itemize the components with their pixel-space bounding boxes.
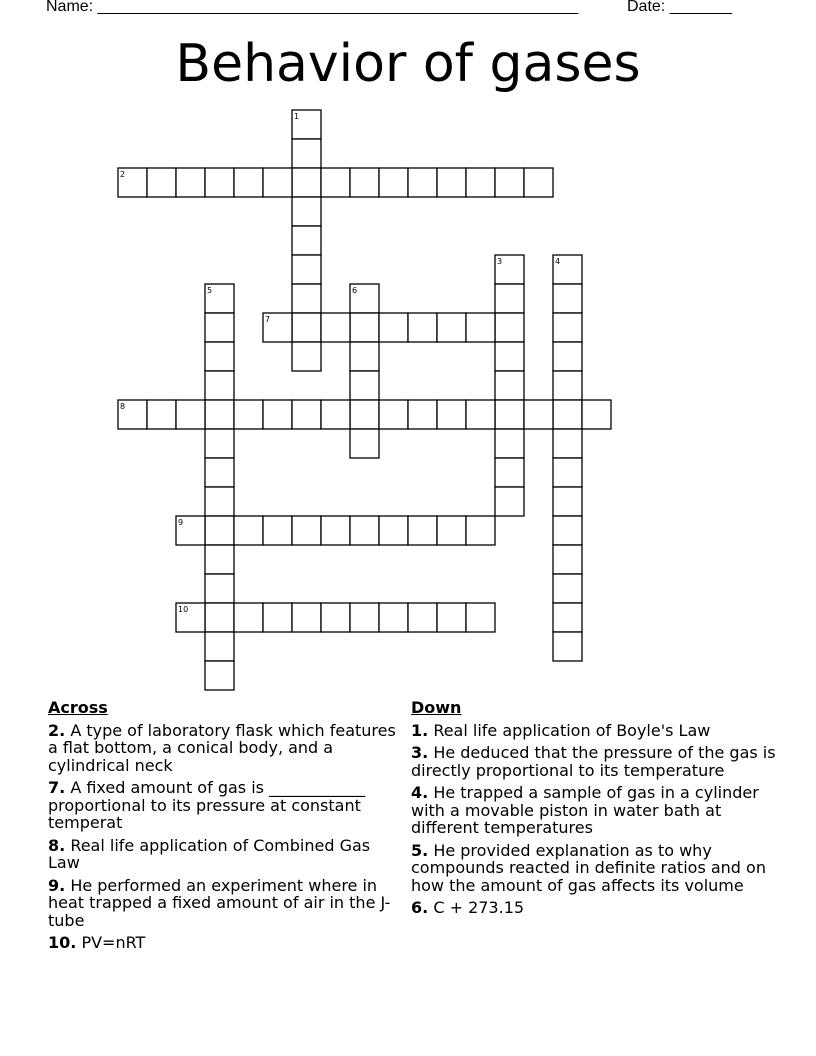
clue-text: He provided explanation as to why compounds reacted in definite ratios and on how the amount of gas affects its volume — [411, 840, 766, 895]
clue-across-7 — [48, 779, 398, 832]
crossword-cell[interactable] — [234, 516, 263, 545]
crossword-cell[interactable] — [524, 168, 553, 197]
crossword-cell[interactable] — [495, 168, 524, 197]
cell-number: 10 — [178, 605, 189, 614]
crossword-cell[interactable] — [408, 313, 437, 342]
crossword-cell[interactable] — [350, 168, 379, 197]
crossword-cell[interactable] — [205, 342, 234, 371]
crossword-cell[interactable] — [350, 516, 379, 545]
crossword-cell[interactable] — [263, 400, 292, 429]
crossword-cell[interactable] — [553, 545, 582, 574]
crossword-cell[interactable] — [176, 516, 205, 545]
crossword-cell[interactable] — [408, 168, 437, 197]
clue-down-3 — [411, 744, 781, 779]
crossword-cell[interactable] — [234, 400, 263, 429]
crossword-cell[interactable] — [553, 574, 582, 603]
crossword-cell[interactable] — [147, 400, 176, 429]
crossword-cell[interactable] — [379, 516, 408, 545]
down-clues — [411, 699, 781, 922]
crossword-cell[interactable] — [205, 168, 234, 197]
crossword-cell[interactable] — [495, 284, 524, 313]
crossword-cell[interactable] — [263, 313, 292, 342]
clue-text: PV=nRT — [81, 933, 146, 952]
clue-across-2 — [48, 722, 398, 775]
crossword-cell[interactable] — [553, 632, 582, 661]
crossword-cell[interactable] — [553, 487, 582, 516]
cell-number: 6 — [352, 286, 358, 295]
crossword-cell[interactable] — [495, 429, 524, 458]
crossword-cell[interactable] — [350, 342, 379, 371]
clue-text: Real life application of Combined Gas Law — [48, 835, 371, 872]
crossword-cell[interactable] — [321, 603, 350, 632]
crossword-cell[interactable] — [321, 313, 350, 342]
crossword-cell[interactable] — [553, 342, 582, 371]
crossword-cell[interactable] — [524, 400, 553, 429]
crossword-cell[interactable] — [437, 516, 466, 545]
crossword-cell[interactable] — [205, 661, 234, 690]
crossword-cell[interactable] — [350, 313, 379, 342]
crossword-cell[interactable] — [292, 313, 321, 342]
crossword-cell[interactable] — [321, 400, 350, 429]
crossword-cell[interactable] — [263, 516, 292, 545]
crossword-cell[interactable] — [321, 516, 350, 545]
crossword-cell[interactable] — [408, 516, 437, 545]
crossword-cell[interactable] — [553, 400, 582, 429]
crossword-cell[interactable] — [553, 429, 582, 458]
crossword-cell[interactable] — [205, 458, 234, 487]
crossword-cell[interactable] — [118, 168, 147, 197]
crossword-cell[interactable] — [292, 110, 321, 139]
crossword-cell[interactable] — [205, 487, 234, 516]
crossword-cell[interactable] — [437, 603, 466, 632]
cell-number: 3 — [497, 257, 503, 266]
clue-number: 9. — [48, 875, 66, 895]
crossword-cell[interactable] — [466, 603, 495, 632]
crossword-cell[interactable] — [205, 574, 234, 603]
clue-down-1 — [411, 722, 781, 740]
clue-across-9 — [48, 877, 398, 930]
date-field-label: Date: _______ — [627, 0, 732, 15]
cell-number: 8 — [120, 402, 126, 411]
crossword-cell[interactable] — [176, 603, 205, 632]
crossword-cell[interactable] — [437, 313, 466, 342]
crossword-cell[interactable] — [263, 603, 292, 632]
crossword-cell[interactable] — [408, 603, 437, 632]
crossword-cell[interactable] — [379, 313, 408, 342]
clue-down-6 — [411, 899, 781, 917]
crossword-cell[interactable] — [553, 284, 582, 313]
page-title: Behavior of gases — [175, 34, 641, 94]
crossword-cell[interactable] — [466, 313, 495, 342]
crossword-cell[interactable] — [437, 168, 466, 197]
crossword-cell[interactable] — [292, 168, 321, 197]
crossword-cell[interactable] — [234, 168, 263, 197]
crossword-cell[interactable] — [292, 139, 321, 168]
crossword-cell[interactable] — [292, 255, 321, 284]
clue-across-10 — [48, 934, 398, 952]
crossword-cell[interactable] — [379, 400, 408, 429]
crossword-cell[interactable] — [147, 168, 176, 197]
clue-number: 3. — [411, 743, 429, 762]
crossword-cell[interactable] — [321, 168, 350, 197]
cell-number: 1 — [294, 112, 300, 121]
clue-number: 1. — [411, 720, 429, 740]
crossword-cell[interactable] — [292, 603, 321, 632]
across-clues — [48, 699, 398, 957]
down-heading: Down — [411, 698, 462, 717]
clue-text: He deduced that the pressure of the gas is directly proportional to its temperature — [411, 743, 776, 780]
crossword-cell[interactable] — [495, 400, 524, 429]
crossword-cell[interactable] — [437, 400, 466, 429]
crossword-cell[interactable] — [292, 342, 321, 371]
crossword-cell[interactable] — [350, 429, 379, 458]
crossword-cell[interactable] — [553, 313, 582, 342]
clue-text: A type of laboratory flask which features a flat bottom, a conical body, and a cylindrical neck — [48, 720, 396, 775]
crossword-cell[interactable] — [495, 458, 524, 487]
crossword-cell[interactable] — [553, 371, 582, 400]
crossword-cell[interactable] — [553, 516, 582, 545]
clue-number: 4. — [411, 783, 429, 802]
crossword-cell[interactable] — [350, 371, 379, 400]
crossword-cell[interactable] — [205, 516, 234, 545]
crossword-cell[interactable] — [205, 632, 234, 661]
crossword-cell[interactable] — [350, 284, 379, 313]
crossword-cell[interactable] — [176, 400, 205, 429]
crossword-cell[interactable] — [205, 400, 234, 429]
clue-text: C + 273.15 — [433, 898, 525, 917]
clue-text: He performed an experiment where in heat trapped a fixed amount of air in the J-tube — [48, 875, 391, 930]
crossword-cell[interactable] — [292, 284, 321, 313]
cell-number: 5 — [207, 286, 213, 295]
cell-number: 2 — [120, 170, 126, 179]
crossword-cell[interactable] — [379, 168, 408, 197]
clue-down-5 — [411, 842, 781, 895]
clue-number: 8. — [48, 835, 66, 855]
clue-number: 10. — [48, 933, 77, 952]
crossword-cell[interactable] — [553, 458, 582, 487]
crossword-cell[interactable] — [350, 603, 379, 632]
crossword-cell[interactable] — [495, 371, 524, 400]
cell-number: 9 — [178, 518, 184, 527]
name-field-label: Name: ______________________________________________________ — [46, 0, 579, 15]
crossword-cell[interactable] — [234, 603, 263, 632]
clue-number: 2. — [48, 720, 66, 740]
clue-number: 5. — [411, 840, 429, 860]
crossword-cell[interactable] — [495, 342, 524, 371]
crossword-cell[interactable] — [408, 400, 437, 429]
crossword-cell[interactable] — [118, 400, 147, 429]
crossword-cell[interactable] — [495, 313, 524, 342]
cell-number: 4 — [555, 257, 561, 266]
crossword-cell[interactable] — [553, 255, 582, 284]
crossword-cell[interactable] — [466, 516, 495, 545]
across-heading: Across — [48, 698, 108, 717]
crossword-cell[interactable] — [553, 603, 582, 632]
crossword-cell[interactable] — [495, 487, 524, 516]
crossword-cell[interactable] — [466, 400, 495, 429]
clue-down-4 — [411, 784, 781, 837]
clue-number: 7. — [48, 778, 66, 797]
clue-across-8 — [48, 837, 398, 872]
crossword-cell[interactable] — [205, 313, 234, 342]
crossword-cell[interactable] — [292, 400, 321, 429]
clue-text: A fixed amount of gas is ____________ proportional to its pressure at constant temperat — [48, 778, 366, 832]
crossword-cell[interactable] — [466, 168, 495, 197]
crossword-cell[interactable] — [292, 226, 321, 255]
crossword-cell[interactable] — [205, 603, 234, 632]
crossword-cell[interactable] — [379, 603, 408, 632]
crossword-cell[interactable] — [582, 400, 611, 429]
crossword-cell[interactable] — [205, 545, 234, 574]
crossword-cell[interactable] — [205, 284, 234, 313]
cell-number: 7 — [265, 315, 271, 324]
crossword-cell[interactable] — [176, 168, 205, 197]
crossword-cell[interactable] — [263, 168, 292, 197]
clue-number: 6. — [411, 898, 429, 917]
crossword-cell[interactable] — [205, 371, 234, 400]
crossword-cell[interactable] — [350, 400, 379, 429]
crossword-cell[interactable] — [292, 197, 321, 226]
crossword-cell[interactable] — [292, 516, 321, 545]
clue-text: Real life application of Boyle's Law — [433, 720, 711, 740]
crossword-cell[interactable] — [205, 429, 234, 458]
clue-text: He trapped a sample of gas in a cylinder with a movable piston in water bath at different temperatures — [411, 783, 759, 837]
crossword-cell[interactable] — [495, 255, 524, 284]
